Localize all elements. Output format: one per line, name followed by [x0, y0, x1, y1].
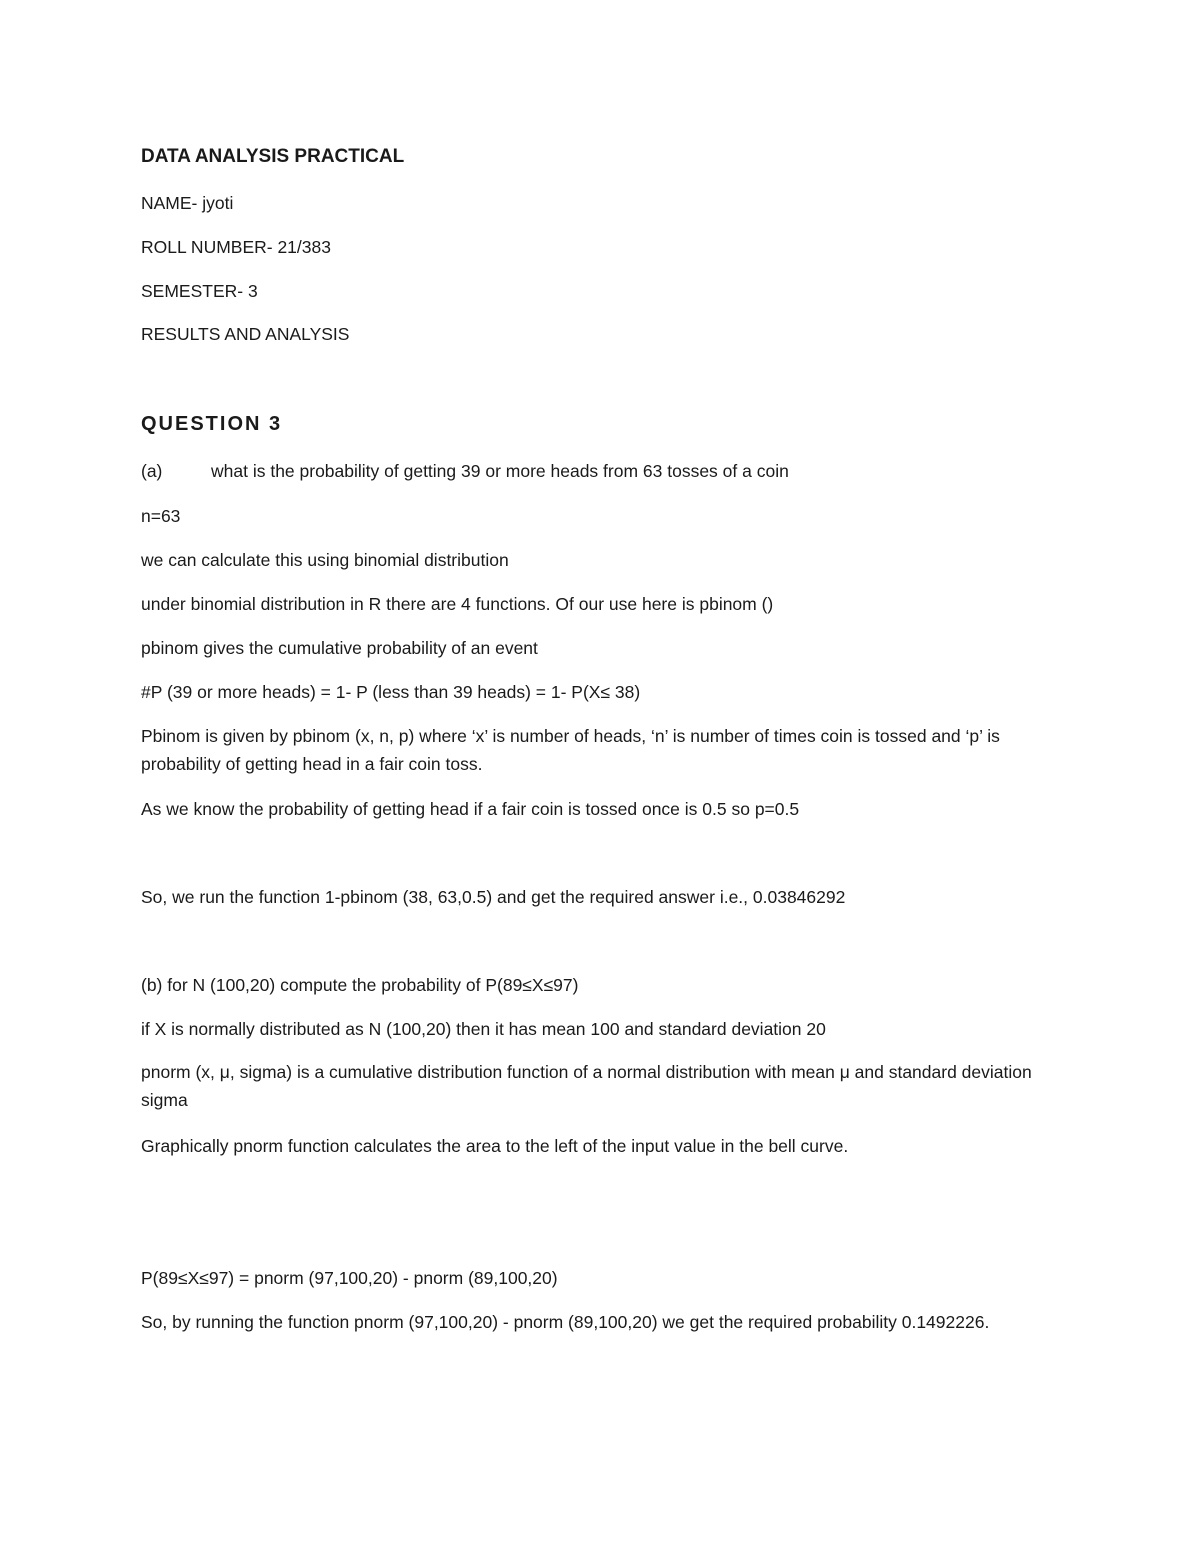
part-b-line-4: P(89≤X≤97) = pnorm (97,100,20) - pnorm (89,100,20) [141, 1268, 558, 1288]
part-b-line-3: Graphically pnorm function calculates the area to the left of the input value in the bell curve. [141, 1136, 849, 1156]
part-a-line-3: pbinom gives the cumulative probability of an event [141, 638, 538, 658]
part-a-line-2: under binomial distribution in R there are 4 functions. Of our use here is pbinom () [141, 594, 774, 614]
part-a-line-1: we can calculate this using binomial distribution [141, 550, 509, 570]
document-title: DATA ANALYSIS PRACTICAL [141, 146, 405, 167]
part-a-answer: So, we run the function 1-pbinom (38, 63,0.5) and get the required answer i.e., 0.03846292 [141, 887, 846, 907]
section-title: RESULTS AND ANALYSIS [141, 324, 350, 344]
n-value: n=63 [141, 506, 181, 526]
part-a-question: what is the probability of getting 39 or more heads from 63 tosses of a coin [211, 461, 789, 481]
student-name: NAME- jyoti [141, 193, 234, 213]
part-b-line-1: if X is normally distributed as N (100,20) then it has mean 100 and standard deviation 20 [141, 1019, 826, 1039]
question-heading: QUESTION 3 [141, 413, 283, 435]
part-a-line-5: Pbinom is given by pbinom (x, n, p) where ‘x’ is number of heads, ‘n’ is number of times coin is tossed and ‘p’ is probability of getting head in a fair coin toss. [141, 726, 1000, 774]
part-b-line-2: pnorm (x, μ, sigma) is a cumulative distribution function of a normal distribution with mean μ and standard deviation sigma [141, 1062, 1032, 1110]
roll-number: ROLL NUMBER- 21/383 [141, 237, 331, 257]
part-b-answer: So, by running the function pnorm (97,100,20) - pnorm (89,100,20) we get the required probability 0.1492226. [141, 1312, 990, 1332]
part-a-label: (a) [141, 461, 163, 481]
part-b-prompt: (b) for N (100,20) compute the probability of P(89≤X≤97) [141, 975, 579, 995]
part-a-line-6: As we know the probability of getting head if a fair coin is tossed once is 0.5 so p=0.5 [141, 799, 800, 819]
semester: SEMESTER- 3 [141, 281, 258, 301]
part-a-line-4: #P (39 or more heads) = 1- P (less than 39 heads) = 1- P(X≤ 38) [141, 682, 641, 702]
part-a-prompt [141, 457, 789, 485]
